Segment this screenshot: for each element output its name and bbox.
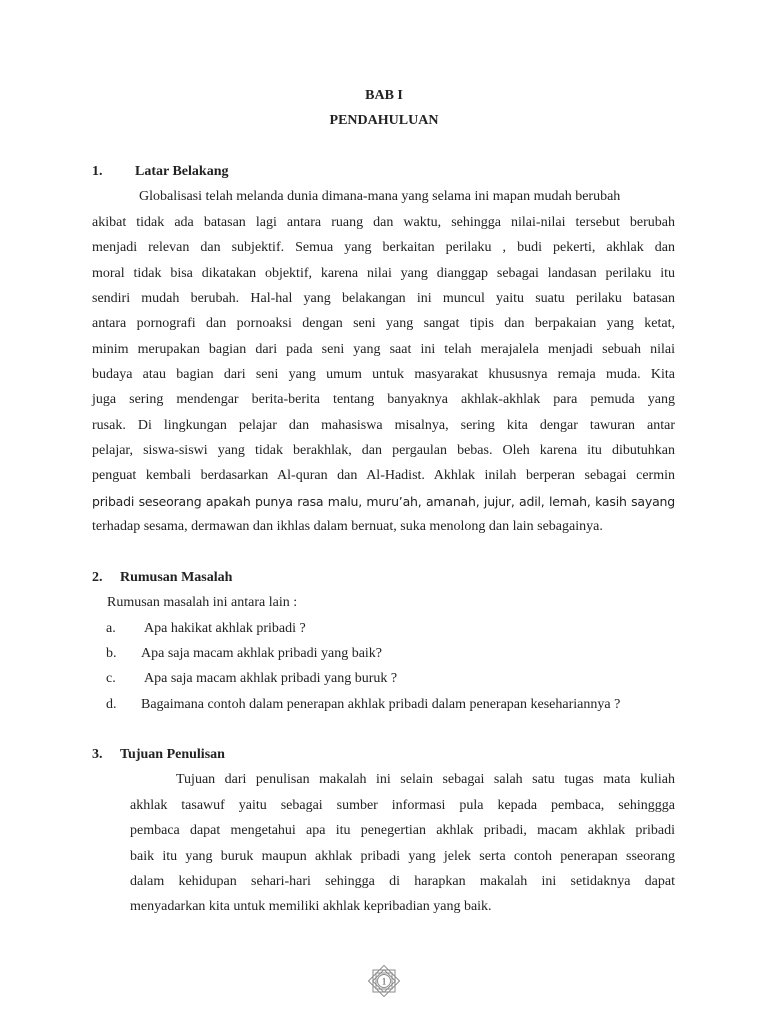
paragraph-line: akibat tidak ada batasan lagi antara ruang dan waktu, sehingga nilai-nilai tersebut berubah — [92, 215, 675, 230]
paragraph-line: terhadap sesama, dermawan dan ikhlas dalam bernuat, suka menolong dan lain sebagainya. — [92, 519, 603, 534]
paragraph-line: moral tidak bisa dikatakan objektif, karena nilai yang dianggap sebagai landasan perilaku itu — [92, 266, 675, 281]
page-number: 1 — [381, 976, 387, 987]
ornament-icon — [366, 963, 402, 999]
paragraph-line: menjadi relevan dan subjektif. Semua yang berkaitan perilaku , budi pekerti, akhlak dan — [92, 240, 675, 255]
paragraph-line: Globalisasi telah melanda dunia dimana-mana yang selama ini mapan mudah berubah — [139, 189, 621, 204]
page-number-badge — [366, 963, 402, 999]
list-item: Apa saja macam akhlak pribadi yang baik? — [141, 646, 383, 661]
list-item-letter: d. — [106, 697, 117, 712]
paragraph-line: minim merupakan bagian dari pada seni yang saat ini telah merajalela menjadi sebuah nilai — [92, 342, 675, 357]
paragraph-line: sendiri mudah berubah. Hal-hal yang belakangan ini muncul yaitu suatu perilaku batasan — [92, 291, 675, 306]
paragraph-line: dalam kehidupan sehari-hari sehingga di harapkan makalah ini setidaknya dapat — [130, 874, 675, 889]
paragraph-line: akhlak tasawuf yaitu sebagai sumber informasi pula kepada pembaca, sehinggga — [130, 798, 675, 813]
list-item: Apa hakikat akhlak pribadi ? — [144, 621, 306, 636]
paragraph-line: rusak. Di lingkungan pelajar dan mahasiswa misalnya, sering kita dengar tawuran antar — [92, 418, 675, 433]
paragraph-line: menyadarkan kita untuk memiliki akhlak kepribadian yang baik. — [130, 899, 492, 914]
paragraph-line: penguat kembali berdasarkan Al-quran dan Al-Hadist. Akhlak inilah berperan sebagai cermin — [92, 468, 675, 483]
list-item-letter: c. — [106, 671, 116, 686]
paragraph-line: baik itu yang buruk maupun akhlak pribadi yang jelek serta contoh penerapan sseorang — [130, 849, 675, 864]
list-item-letter: a. — [106, 621, 116, 636]
paragraph-line: antara pornografi dan pornoaksi dengan seni yang sangat tipis dan berpakaian yang ketat, — [92, 316, 675, 331]
chapter-title: PENDAHULUAN — [329, 113, 439, 128]
list-item: Apa saja macam akhlak pribadi yang buruk ? — [144, 671, 398, 686]
chapter-label: BAB I — [365, 88, 403, 103]
list-item: Bagaimana contoh dalam penerapan akhlak pribadi dalam penerapan kesehariannya ? — [141, 697, 621, 712]
list-item-letter: b. — [106, 646, 117, 661]
section-2-intro: Rumusan masalah ini antara lain : — [107, 595, 298, 610]
paragraph-line: pelajar, siswa-siswi yang tidak berakhlak, dan pergaulan bebas. Oleh karena itu dibutuhkan — [92, 443, 675, 458]
section-2-number: 2. — [92, 570, 103, 585]
paragraph-line: budaya atau bagian dari seni yang umum untuk masyarakat khususnya remaja muda. Kita — [92, 367, 675, 382]
section-3-number: 3. — [92, 747, 103, 762]
paragraph-line: pribadi seseorang apakah punya rasa malu, muru’ah, amanah, jujur, adil, lemah, kasih sayang — [92, 494, 675, 509]
paragraph-line: pembaca dapat mengetahui apa itu penegertian akhlak pribadi, macam akhlak pribadi — [130, 823, 675, 838]
section-1-number: 1. — [92, 164, 103, 179]
section-3-heading: Tujuan Penulisan — [120, 747, 225, 762]
section-2-heading: Rumusan Masalah — [120, 570, 233, 585]
paragraph-line: juga sering mendengar berita-berita tentang banyaknya akhlak-akhlak para pemuda yang — [92, 392, 675, 407]
paragraph-line: Tujuan dari penulisan makalah ini selain sebagai salah satu tugas mata kuliah — [176, 772, 675, 787]
section-1-heading: Latar Belakang — [135, 164, 229, 179]
